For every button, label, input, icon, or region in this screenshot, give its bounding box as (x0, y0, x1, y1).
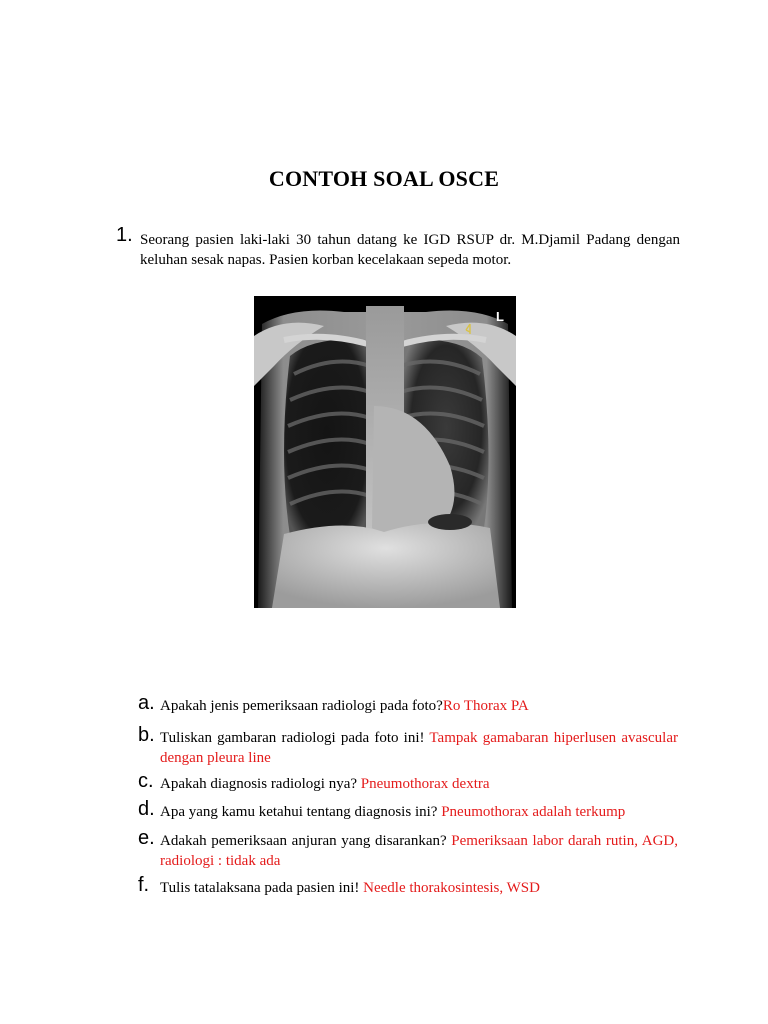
subquestion-answer: Tampak gamabaran hiperlusen avascular dengan pleura line (160, 730, 678, 766)
subquestion-text: Tuliskan gambaran radiologi pada foto ini! (160, 730, 430, 746)
chest-xray-image (254, 296, 516, 608)
subquestion-text: Tulis tatalaksana pada pasien ini! (160, 880, 364, 896)
subquestion-answer: Pneumothorax adalah terkump (441, 804, 626, 820)
subquestion-answer: Needle thorakosintesis, WSD (363, 880, 540, 896)
subquestion-d (138, 798, 678, 822)
subquestion-text: Apa yang kamu ketahui tentang diagnosis ini? (160, 804, 442, 820)
question-text: Seorang pasien laki-laki 30 tahun datang ke IGD RSUP dr. M.Djamil Padang dengan keluhan sesak napas. Pasien korban kecelakaan sepeda motor. (140, 232, 680, 268)
subquestion-a (138, 692, 678, 716)
subquestion-answer: Pemeriksaan labor darah rutin, AGD, radiologi : tidak ada (160, 833, 678, 869)
subquestion-text: Adakah pemeriksaan anjuran yang disarankan? (160, 833, 452, 849)
subquestion-f (138, 874, 678, 898)
subquestion-letter: f. (138, 874, 150, 896)
subquestion-letter: e. (138, 827, 155, 849)
subquestion-answer: Ro Thorax PA (442, 698, 529, 714)
subquestion-text: Apakah diagnosis radiologi nya? (160, 776, 361, 792)
subquestion-b (138, 724, 678, 768)
subquestion-answer: Pneumothorax dextra (360, 776, 490, 792)
xray-side-marker: L (496, 309, 504, 324)
subquestion-letter: d. (138, 798, 155, 820)
subquestion-letter: a. (138, 692, 155, 714)
subquestion-c (138, 770, 678, 794)
subquestion-letter: b. (138, 724, 155, 746)
page-title: CONTOH SOAL OSCE (268, 166, 500, 191)
question-number: 1. (116, 224, 133, 246)
subquestion-text: Apakah jenis pemeriksaan radiologi pada foto? (160, 698, 443, 714)
subquestion-e (138, 827, 678, 871)
subquestion-letter: c. (138, 770, 154, 792)
